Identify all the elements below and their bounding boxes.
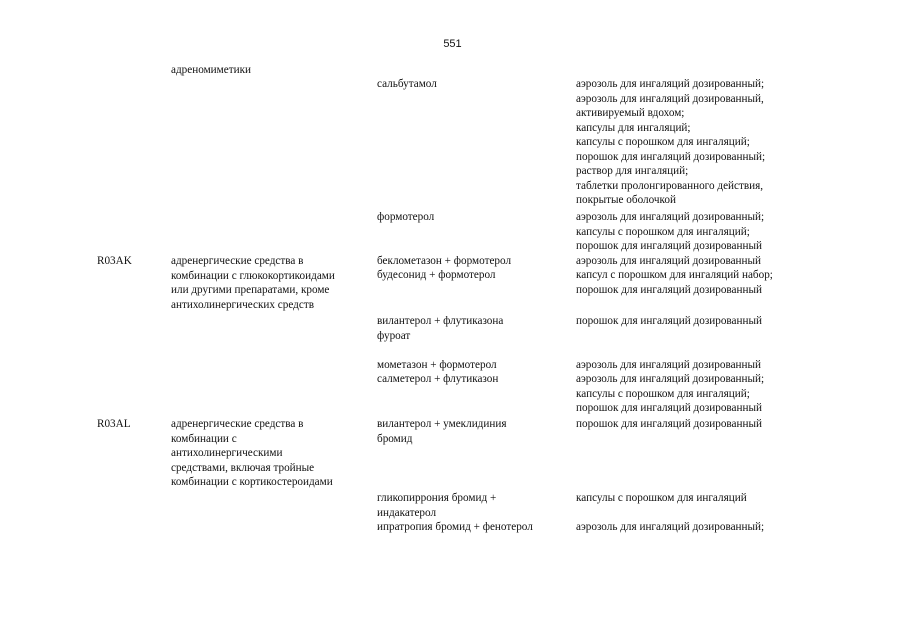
- forms-ipratropium-fenoterol: [576, 520, 764, 535]
- drug-vilanterol-fluticasone: [377, 314, 503, 343]
- drug-name-line: формотерол: [377, 211, 435, 223]
- drug-name-line: беклометазон + формотерол: [377, 255, 512, 267]
- group-name-line: адренергические средства в: [171, 418, 304, 430]
- form-line: порошок для ингаляций дозированный: [576, 283, 762, 296]
- drug-name-line: бромид: [377, 432, 413, 445]
- form-line: раствор для ингаляций;: [576, 165, 689, 177]
- group-name-line: антихолинергическими: [171, 447, 283, 459]
- form-line: аэрозоль для ингаляций дозированный,: [576, 92, 764, 105]
- forms-beclometasone-formoterol: [576, 254, 761, 269]
- form-line: аэрозоль для ингаляций дозированный: [576, 359, 762, 371]
- form-line: аэрозоль для ингаляций дозированный: [576, 255, 762, 267]
- group-name-r03al: [171, 417, 333, 490]
- form-line: порошок для ингаляций дозированный: [576, 315, 762, 327]
- form-line: покрытые оболочкой: [576, 194, 676, 206]
- drug-name-line: будесонид + формотерол: [377, 269, 496, 281]
- drug-name-line: сальбутамол: [377, 78, 437, 90]
- form-line: таблетки пролонгированного действия,: [576, 179, 764, 192]
- group-name-adrenomimetics: адреномиметики: [171, 64, 251, 76]
- forms-mometasone-formoterol: [576, 358, 761, 373]
- drug-name-line: вилантерол + флутиказона: [377, 315, 504, 327]
- drug-budesonide-formoterol: [377, 268, 496, 283]
- forms-budesonide-formoterol: [576, 268, 773, 297]
- forms-vilanterol-fluticasone: [576, 314, 762, 329]
- group-name-line: или другими препаратами, кроме: [171, 284, 330, 296]
- form-line: аэрозоль для ингаляций дозированный;: [576, 78, 765, 90]
- group-name-line: комбинации с глюкокортикоидами: [171, 269, 335, 282]
- drug-name-line: гликопиррония бромид +: [377, 492, 497, 504]
- forms-formoterol: [576, 210, 764, 254]
- form-line: аэрозоль для ингаляций дозированный;: [576, 521, 765, 533]
- atc-code-r03al: R03AL: [97, 418, 131, 430]
- group-name-line: комбинации с: [171, 432, 237, 445]
- forms-salmeterol-fluticasone: [576, 372, 764, 416]
- drug-name-line: салметерол + флутиказон: [377, 373, 499, 385]
- group-name-line: комбинации с кортикостероидами: [171, 476, 333, 488]
- form-line: капсулы для ингаляций;: [576, 121, 691, 134]
- form-line: порошок для ингаляций дозированный: [576, 402, 762, 414]
- forms-glycopyrronium-indacaterol: [576, 491, 747, 506]
- drug-name-line: фуроат: [377, 329, 411, 342]
- atc-code-r03ak: R03AK: [97, 255, 132, 267]
- group-name-line: антихолинергических средств: [171, 298, 314, 311]
- form-line: порошок для ингаляций дозированный: [576, 418, 762, 430]
- form-line: капсулы с порошком для ингаляций;: [576, 136, 750, 148]
- drug-glycopyrronium-indacaterol: [377, 491, 496, 520]
- form-line: аэрозоль для ингаляций дозированный;: [576, 211, 765, 223]
- drug-beclometasone-formoterol: [377, 254, 511, 269]
- group-name-r03ak: [171, 254, 335, 312]
- form-line: капсулы с порошком для ингаляций;: [576, 225, 750, 238]
- drug-salmeterol-fluticasone: [377, 372, 498, 387]
- drug-name-line: мометазон + формотерол: [377, 359, 497, 371]
- group-name-line: адренергические средства в: [171, 255, 304, 267]
- form-line: порошок для ингаляций дозированный;: [576, 150, 766, 163]
- form-line: аэрозоль для ингаляций дозированный;: [576, 373, 765, 385]
- drug-formoterol: [377, 210, 434, 225]
- drug-mometasone-formoterol: [377, 358, 497, 373]
- drug-name-line: ипратропия бромид + фенотерол: [377, 521, 533, 533]
- form-line: капсулы с порошком для ингаляций;: [576, 387, 750, 400]
- form-line: порошок для ингаляций дозированный: [576, 240, 762, 252]
- page-number: 551: [443, 38, 462, 50]
- forms-salbutamol: [576, 77, 765, 208]
- drug-ipratropium-fenoterol: [377, 520, 533, 535]
- group-name-line: средствами, включая тройные: [171, 461, 315, 474]
- drug-salbutamol: [377, 77, 437, 92]
- form-line: капсулы с порошком для ингаляций: [576, 492, 747, 504]
- form-line: капсул с порошком для ингаляций набор;: [576, 269, 773, 281]
- forms-vilanterol-umeclidinium: [576, 417, 762, 432]
- drug-vilanterol-umeclidinium: [377, 417, 506, 446]
- drug-name-line: вилантерол + умеклидиния: [377, 418, 507, 430]
- form-line: активируемый вдохом;: [576, 107, 685, 119]
- drug-name-line: индакатерол: [377, 506, 437, 519]
